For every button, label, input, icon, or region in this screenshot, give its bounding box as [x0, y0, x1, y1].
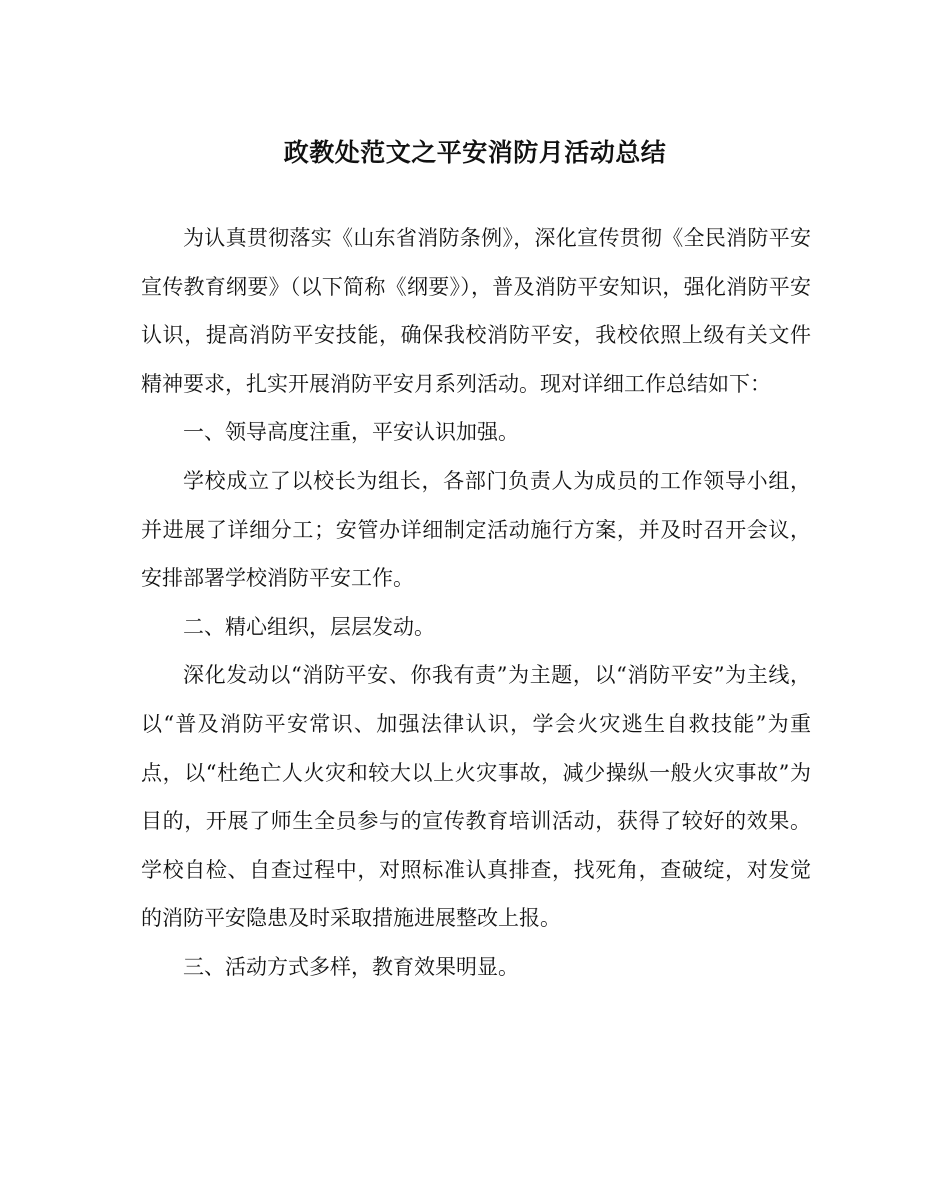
section-heading-3: 三、活动方式多样，教育效果明显。: [183, 954, 519, 979]
section-heading-2: 二、精心组织，层层发动。: [183, 614, 435, 639]
document-title: 政教处范文之平安消防月活动总结: [283, 138, 667, 167]
paragraph-section-2: 深化发动以“消防平安、你我有责”为主题，以“消防平安”为主线，以“普及消防平安常识、加强法律认识，学会火灾逃生自救技能”为重点，以“杜绝亡人火灾和较大以上火灾事故，减少操纵一般火灾事故”为目的，开展了师生全员参与的宣传教育培训活动，获得了较好的效果。学校自检、自查过程中，对照标准认真排查，找死角，查破绽，对发觉的消防平安隐患及时采取措施进展整改上报。: [141, 663, 811, 931]
document-body: [141, 214, 811, 992]
section-heading-1: 一、领导高度注重，平安认识加强。: [183, 420, 519, 445]
paragraph-intro: 为认真贯彻落实《山东省消防条例》，深化宣传贯彻《全民消防平安宣传教育纲要》（以下简称《纲要》），普及消防平安知识，强化消防平安认识，提高消防平安技能，确保我校消防平安，我校依照上级有关文件精神要求，扎实开展消防平安月系列活动。现对详细工作总结如下：: [141, 226, 811, 396]
paragraph-section-1: 学校成立了以校长为组长，各部门负责人为成员的工作领导小组，并进展了详细分工；安管办详细制定活动施行方案，并及时召开会议，安排部署学校消防平安工作。: [141, 468, 811, 591]
